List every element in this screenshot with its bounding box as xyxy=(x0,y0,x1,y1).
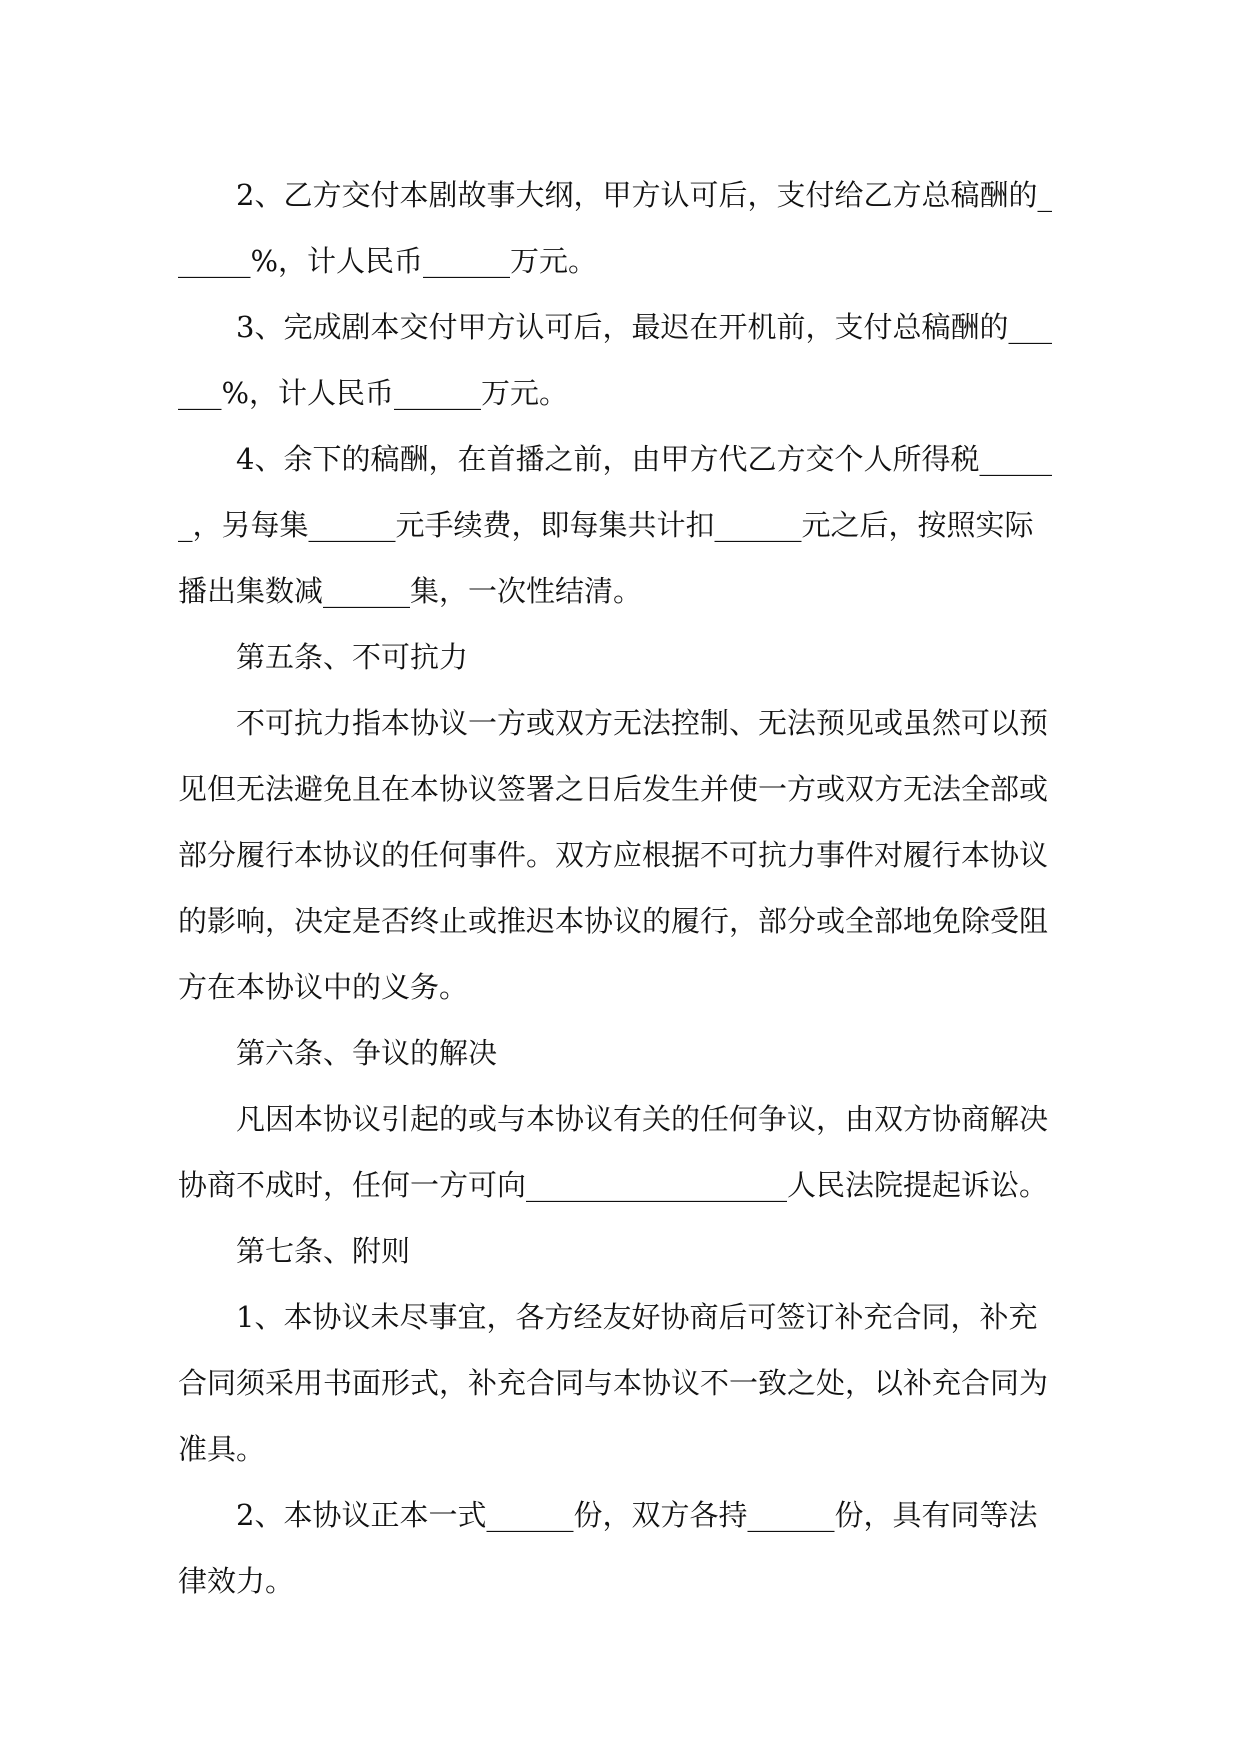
article-5-line-5: 方在本协议中的义务。 xyxy=(178,970,469,1004)
clause-7-1-line-3: 准具。 xyxy=(178,1432,266,1466)
article-6-line-1: 凡因本协议引起的或与本协议有关的任何争议，由双方协商解决 xyxy=(236,1102,1049,1136)
clause-4-4-line-1: 4、余下的稿酬，在首播之前，由甲方代乙方交个人所得税_____ xyxy=(236,442,1052,476)
article-5-line-3: 部分履行本协议的任何事件。双方应根据不可抗力事件对履行本协议 xyxy=(178,838,1049,872)
clause-4-2-line-2: _____%，计人民币______万元。 xyxy=(178,244,598,278)
document-body xyxy=(178,162,1073,1614)
clause-7-2-line-2: 律效力。 xyxy=(178,1564,295,1598)
clause-7-2-line-1: 2、本协议正本一式______份，双方各持______份，具有同等法 xyxy=(236,1498,1038,1532)
clause-7-1-line-1: 1、本协议未尽事宜，各方经友好协商后可签订补充合同，补充 xyxy=(236,1300,1038,1334)
clause-4-3-line-2: ___%，计人民币______万元。 xyxy=(178,376,569,410)
clause-4-3-line-1: 3、完成剧本交付甲方认可后，最迟在开机前，支付总稿酬的___ xyxy=(236,310,1052,344)
clause-4-4-line-3: 播出集数减______集，一次性结清。 xyxy=(178,574,643,608)
article-5-line-1: 不可抗力指本协议一方或双方无法控制、无法预见或虽然可以预 xyxy=(236,706,1049,740)
article-5-heading: 第五条、不可抗力 xyxy=(236,640,469,674)
clause-7-1-line-2: 合同须采用书面形式，补充合同与本协议不一致之处，以补充合同为 xyxy=(178,1366,1049,1400)
article-6-heading: 第六条、争议的解决 xyxy=(236,1036,498,1070)
clause-4-2-line-1: 2、乙方交付本剧故事大纲，甲方认可后，支付给乙方总稿酬的_ xyxy=(236,178,1052,212)
article-6-line-2: 协商不成时，任何一方可向__________________人民法院提起诉讼。 xyxy=(178,1168,1049,1202)
article-5-line-2: 见但无法避免且在本协议签署之日后发生并使一方或双方无法全部或 xyxy=(178,772,1049,806)
clause-4-4-line-2: _，另每集______元手续费，即每集共计扣______元之后，按照实际 xyxy=(178,508,1034,542)
article-5-line-4: 的影响，决定是否终止或推迟本协议的履行，部分或全部地免除受阻 xyxy=(178,904,1049,938)
article-7-heading: 第七条、附则 xyxy=(236,1234,411,1268)
